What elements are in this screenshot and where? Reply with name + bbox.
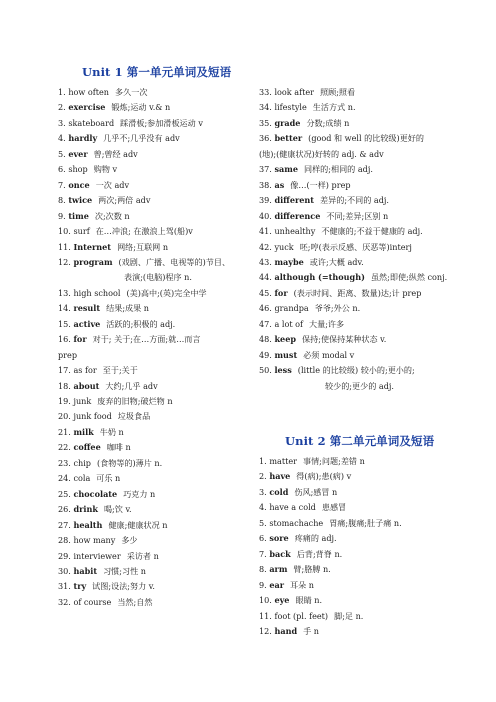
vocab-number: 44. <box>259 272 272 283</box>
vocab-word: chocolate <box>73 488 118 499</box>
vocab-definition: 像…(一样) prep <box>290 179 351 190</box>
vocab-entry <box>58 518 258 533</box>
vocab-entry <box>58 147 258 162</box>
vocab-word: shop <box>68 164 88 175</box>
vocab-entry <box>58 595 258 610</box>
vocab-entry <box>259 624 459 639</box>
vocab-definition: 脚;足 n. <box>334 610 364 621</box>
vocab-entry <box>58 394 258 409</box>
vocab-word: skateboard <box>68 117 115 128</box>
vocab-number: 8. <box>259 564 267 575</box>
vocab-word: have a cold <box>269 502 316 513</box>
vocab-number: 1. <box>259 456 267 466</box>
vocab-entry <box>259 593 459 608</box>
vocab-word: unhealthy <box>274 226 316 237</box>
vocab-word: maybe <box>274 256 304 267</box>
vocab-definition: prep <box>58 349 78 360</box>
vocab-entry <box>58 85 258 100</box>
vocab-definition: 多久一次 <box>115 87 148 97</box>
vocab-number: 38. <box>259 179 272 190</box>
vocab-word: twice <box>68 195 93 206</box>
vocab-entry <box>259 270 459 285</box>
vocab-word: hardly <box>68 133 98 144</box>
vocab-definition: 胃痛;腹痛;肚子痛 n. <box>329 517 402 528</box>
vocab-word: as <box>274 179 285 190</box>
vocab-definition: 采访者 n <box>126 550 159 561</box>
vocab-number: 35. <box>259 117 272 128</box>
vocab-number: 10. <box>259 595 272 606</box>
vocab-entry <box>58 425 258 440</box>
vocab-entry <box>58 579 258 594</box>
vocab-word: interviewer <box>73 550 121 561</box>
vocab-definition: 习惯;习性 n <box>103 565 146 576</box>
vocab-definition: 照顾;照看 <box>320 87 356 97</box>
vocab-entry <box>259 500 459 515</box>
vocab-number: 25. <box>58 488 71 499</box>
vocab-definition: 喝;饮 v. <box>103 504 132 515</box>
vocab-word: cola <box>73 473 91 484</box>
vocab-word: better <box>274 133 303 144</box>
vocab-entry <box>259 162 459 177</box>
vocab-number: 4. <box>58 133 66 144</box>
vocab-number: 42. <box>259 241 272 252</box>
vocab-word: junk food <box>73 411 112 422</box>
vocab-entry <box>58 409 258 424</box>
vocab-entry <box>58 379 258 394</box>
vocab-definition: 次;次数 n <box>94 210 130 221</box>
vocab-entry <box>58 487 258 502</box>
vocab-entry <box>259 193 459 208</box>
vocab-number: 6. <box>58 164 66 175</box>
vocab-entry <box>259 301 459 316</box>
vocab-entry <box>259 363 459 378</box>
vocab-number: 3. <box>58 117 66 128</box>
vocab-definition: 垃圾食品 <box>117 411 151 422</box>
vocab-entry <box>259 240 459 255</box>
vocab-word: arm <box>269 564 288 575</box>
vocab-word: grade <box>274 117 301 128</box>
vocab-definition: 网络;互联网 n <box>117 241 169 252</box>
vocab-entry <box>58 286 258 301</box>
vocab-definition: 爷爷;外公 n. <box>314 303 361 314</box>
vocab-definition: 巧克力 n <box>123 488 156 499</box>
vocab-number: 39. <box>259 195 272 206</box>
vocab-definition: 或许;大概 adv. <box>309 256 364 267</box>
vocab-entry <box>259 454 459 469</box>
vocab-number: 11. <box>58 241 71 252</box>
vocab-number: 9. <box>58 210 66 221</box>
vocab-definition: 较少的;更少的 adj. <box>325 380 394 391</box>
vocab-entry <box>259 516 459 531</box>
vocab-word: Internet <box>73 241 112 252</box>
vocab-word: keep <box>274 334 297 345</box>
vocab-definition: 手 n <box>303 625 320 636</box>
vocab-entry <box>259 469 459 484</box>
vocab-number: 23. <box>58 457 71 468</box>
vocab-definition: 眼睛 n. <box>295 595 323 606</box>
vocab-definition: 事情;问题;差错 n <box>302 456 365 466</box>
vocab-entry <box>259 147 459 162</box>
vocab-number: 33. <box>259 87 272 97</box>
vocab-word: junk <box>73 396 92 406</box>
vocab-word: chip <box>73 457 91 468</box>
vocab-definition: (little 的比较级) 较小的;更小的; <box>297 365 415 376</box>
vocab-definition: 当然;自然 <box>117 596 153 607</box>
vocab-entry <box>58 100 258 115</box>
vocab-entry <box>58 178 258 193</box>
vocab-entry <box>58 240 258 255</box>
vocab-word: high school <box>73 287 121 298</box>
vocab-word: must <box>274 349 298 360</box>
vocab-number: 32. <box>58 596 71 607</box>
vocab-number: 28. <box>58 535 71 546</box>
vocab-entry <box>259 178 459 193</box>
vocab-number: 49. <box>259 349 272 360</box>
vocab-number: 14. <box>58 303 71 314</box>
vocab-entry <box>259 348 459 363</box>
vocab-definition: 耳朵 n <box>289 579 314 590</box>
vocab-definition: (戏剧、广播、电视等的)节目、 <box>118 256 231 267</box>
vocab-entry <box>259 531 459 546</box>
vocab-definition: 必须 modal v <box>303 349 355 360</box>
vocab-word: same <box>274 164 298 175</box>
vocab-word: of course <box>73 596 112 607</box>
vocab-definition: 大约;几乎 adv <box>105 380 158 391</box>
vocab-definition: (地);(健康状况)好转的 adj. & adv <box>259 148 384 159</box>
vocab-word: surf <box>73 226 90 237</box>
vocab-number: 8. <box>58 195 66 206</box>
vocab-definition: 生活方式 n. <box>312 102 356 113</box>
vocab-number: 16. <box>58 334 71 345</box>
vocab-word: about <box>73 380 100 391</box>
vocab-word: time <box>68 210 89 221</box>
vocab-number: 37. <box>259 164 272 175</box>
vocab-number: 18. <box>58 380 71 391</box>
vocab-definition: 分数;成绩 n <box>306 117 350 128</box>
vocab-entry <box>58 502 258 517</box>
vocab-definition: 咖啡 n <box>106 442 131 453</box>
unit2-title: Unit 2 第二单元单词及短语 <box>285 434 435 448</box>
vocab-word: exercise <box>68 102 106 113</box>
vocab-number: 10. <box>58 226 71 237</box>
vocab-definition: 废弃的旧物;破烂物 n <box>97 396 173 406</box>
vocab-entry <box>259 286 459 301</box>
vocab-entry <box>259 317 459 332</box>
vocab-entry <box>259 85 459 100</box>
vocab-entry <box>58 549 258 564</box>
vocab-definition: 同样的;相同的 adj. <box>303 164 373 175</box>
vocab-word: ear <box>269 579 284 590</box>
vocab-definition: (good 和 well 的比较级)更好的 <box>308 133 424 144</box>
vocab-word: look after <box>274 87 314 97</box>
vocab-number: 19. <box>58 396 71 406</box>
vocab-number: 26. <box>58 504 71 515</box>
vocab-number: 48. <box>259 334 272 345</box>
vocab-number: 13. <box>58 287 71 298</box>
vocab-definition: 结果;成果 n <box>106 303 150 314</box>
vocab-definition: 保持;使保持某种状态 v. <box>302 334 387 345</box>
vocab-entry <box>58 533 258 548</box>
vocab-number: 7. <box>259 548 267 559</box>
vocab-entry <box>58 348 258 363</box>
vocab-number: 50. <box>259 365 272 376</box>
vocab-entry <box>58 209 258 224</box>
vocab-number: 15. <box>58 318 71 329</box>
vocab-entry <box>58 471 258 486</box>
vocab-number: 7. <box>58 179 66 190</box>
vocab-number: 2. <box>259 471 267 482</box>
vocab-word: sore <box>269 533 289 544</box>
vocab-entry <box>259 255 459 270</box>
vocab-word: milk <box>73 426 94 437</box>
vocab-entry <box>259 609 459 624</box>
vocab-number: 3. <box>259 486 267 497</box>
vocab-entry <box>58 255 258 270</box>
vocab-definition: 活跃的;积极的 adj. <box>106 318 176 329</box>
vocab-definition: 踩滑板;参加滑板运动 v <box>120 117 203 128</box>
vocab-number: 47. <box>259 318 272 329</box>
vocab-word: for <box>73 334 87 345</box>
vocab-number: 6. <box>259 533 267 544</box>
vocab-entry <box>58 301 258 316</box>
vocab-definition: 不健康的;不益于健康的 adj. <box>321 226 423 237</box>
vocab-definition: 一次 adv <box>95 179 130 190</box>
vocab-definition: 得(病);患(病) v <box>296 471 352 482</box>
vocab-entry <box>58 116 258 131</box>
vocab-definition: 患感冒 <box>321 502 347 513</box>
vocab-definition: 两次;两倍 adv <box>98 195 151 206</box>
vocab-entry <box>259 332 459 347</box>
vocab-definition: 后背;背脊 n. <box>296 548 343 559</box>
vocab-word: cold <box>269 486 289 497</box>
vocab-definition: 几乎不;几乎没有 adv <box>103 133 180 144</box>
vocab-definition: 虽然;即使;纵然 conj. <box>370 272 448 283</box>
vocab-entry <box>259 209 459 224</box>
vocab-word: try <box>73 581 87 592</box>
vocab-word: drink <box>73 504 98 515</box>
vocab-definition: 大量;许多 <box>309 318 345 329</box>
vocab-number: 30. <box>58 565 71 576</box>
vocab-definition: 不同;差异;区别 n <box>326 210 389 221</box>
vocab-number: 9. <box>259 579 267 590</box>
vocab-number: 11. <box>259 610 272 621</box>
vocab-number: 2. <box>58 102 66 113</box>
vocab-word: coffee <box>73 442 101 453</box>
vocab-entry <box>259 485 459 500</box>
vocab-number: 20. <box>58 411 71 422</box>
vocab-word: how many <box>73 535 116 546</box>
vocab-definition: 曾;曾经 adv <box>93 148 138 159</box>
vocab-word: have <box>269 471 291 482</box>
vocab-word: once <box>68 179 90 190</box>
vocab-number: 17. <box>58 365 71 376</box>
vocab-entry <box>58 193 258 208</box>
vocab-word: grandpa <box>274 303 309 314</box>
vocab-number: 12. <box>259 625 272 636</box>
vocab-definition: 臂;胳膊 n. <box>293 564 331 575</box>
vocab-definition: (表示时间、距离、数量)达;计 prep <box>293 287 422 298</box>
vocab-definition: (食物等的)薄片 n. <box>96 457 163 468</box>
vocab-number: 24. <box>58 473 71 484</box>
vocab-number: 45. <box>259 287 272 298</box>
vocab-word: lifestyle <box>274 102 307 113</box>
vocab-entry <box>259 224 459 239</box>
vocab-entry <box>259 562 459 577</box>
vocab-definition: 疼痛的 adj. <box>294 533 337 544</box>
vocab-definition: 差异的;不同的 adj. <box>320 195 389 206</box>
vocab-word: habit <box>73 565 98 576</box>
vocab-number: 36. <box>259 133 272 144</box>
vocab-entry <box>259 131 459 146</box>
vocab-definition: 伤风;感冒 n <box>294 486 338 497</box>
vocab-entry <box>58 456 258 471</box>
vocab-entry <box>58 440 258 455</box>
vocab-definition: 至于;关于 <box>102 365 138 376</box>
vocab-number: 46. <box>259 303 272 314</box>
vocab-word: although (=though) <box>274 272 365 283</box>
vocab-word: matter <box>269 456 297 466</box>
vocab-word: back <box>269 548 291 559</box>
vocab-word: foot (pl. feet) <box>274 610 329 621</box>
vocab-word: yuck <box>274 241 294 252</box>
vocab-entry <box>259 100 459 115</box>
vocab-definition: 对于; 关于;在…方面;就…而言 <box>92 334 201 345</box>
vocab-definition: 呸;哼(表示反感、厌恶等)interj <box>299 241 412 252</box>
vocab-number: 5. <box>58 148 66 159</box>
vocab-word: ever <box>68 148 88 159</box>
vocab-definition: 购物 v <box>93 164 118 175</box>
vocab-definition: 表演;(电脑)程序 n. <box>124 272 192 283</box>
vocab-number: 21. <box>58 426 71 437</box>
vocab-word: different <box>274 195 315 206</box>
vocab-number: 5. <box>259 517 267 528</box>
vocab-entry <box>58 162 258 177</box>
vocab-number: 22. <box>58 442 71 453</box>
vocab-word: eye <box>274 595 290 606</box>
vocab-entry <box>58 131 258 146</box>
vocab-number: 34. <box>259 102 272 113</box>
vocab-definition: 试图;设法;努力 v. <box>92 581 155 592</box>
vocab-definition: 锻炼;运动 v.& n <box>111 102 171 113</box>
vocab-definition: 健康;健康状况 n <box>108 519 168 530</box>
vocab-number: 1. <box>58 87 66 97</box>
vocab-entry <box>259 116 459 131</box>
vocab-number: 4. <box>259 502 267 513</box>
vocab-definition: (美)高中;(英)完全中学 <box>126 287 207 298</box>
vocab-entry <box>259 379 496 394</box>
vocab-number: 43. <box>259 256 272 267</box>
vocab-entry <box>58 363 258 378</box>
vocab-word: a lot of <box>274 318 304 329</box>
vocab-definition: 在…冲浪; 在激浪上驾(船)v <box>95 226 193 237</box>
vocab-number: 29. <box>58 550 71 561</box>
vocab-word: result <box>73 303 101 314</box>
vocab-definition: 可乐 n <box>96 473 121 484</box>
vocab-word: difference <box>274 210 321 221</box>
vocab-word: stomachache <box>269 517 324 528</box>
vocab-number: 12. <box>58 256 71 267</box>
vocab-word: hand <box>274 625 298 636</box>
vocab-word: less <box>274 365 292 376</box>
vocab-entry <box>58 224 258 239</box>
vocab-word: program <box>73 256 113 267</box>
vocab-word: active <box>73 318 101 329</box>
vocab-number: 41. <box>259 226 272 237</box>
vocab-entry <box>58 564 258 579</box>
vocab-entry <box>58 332 258 347</box>
vocab-entry <box>58 317 258 332</box>
unit1-title: Unit 1 第一单元单词及短语 <box>82 65 232 79</box>
vocab-entry <box>259 547 459 562</box>
vocab-word: as for <box>73 365 97 376</box>
vocab-number: 40. <box>259 210 272 221</box>
vocab-number: 31. <box>58 581 71 592</box>
vocab-word: for <box>274 287 288 298</box>
vocab-definition: 多少 <box>121 535 138 546</box>
vocab-definition: 牛奶 n <box>99 426 124 437</box>
vocab-word: how often <box>68 87 110 97</box>
vocab-word: health <box>73 519 103 530</box>
vocab-entry <box>259 578 459 593</box>
vocab-number: 27. <box>58 519 71 530</box>
